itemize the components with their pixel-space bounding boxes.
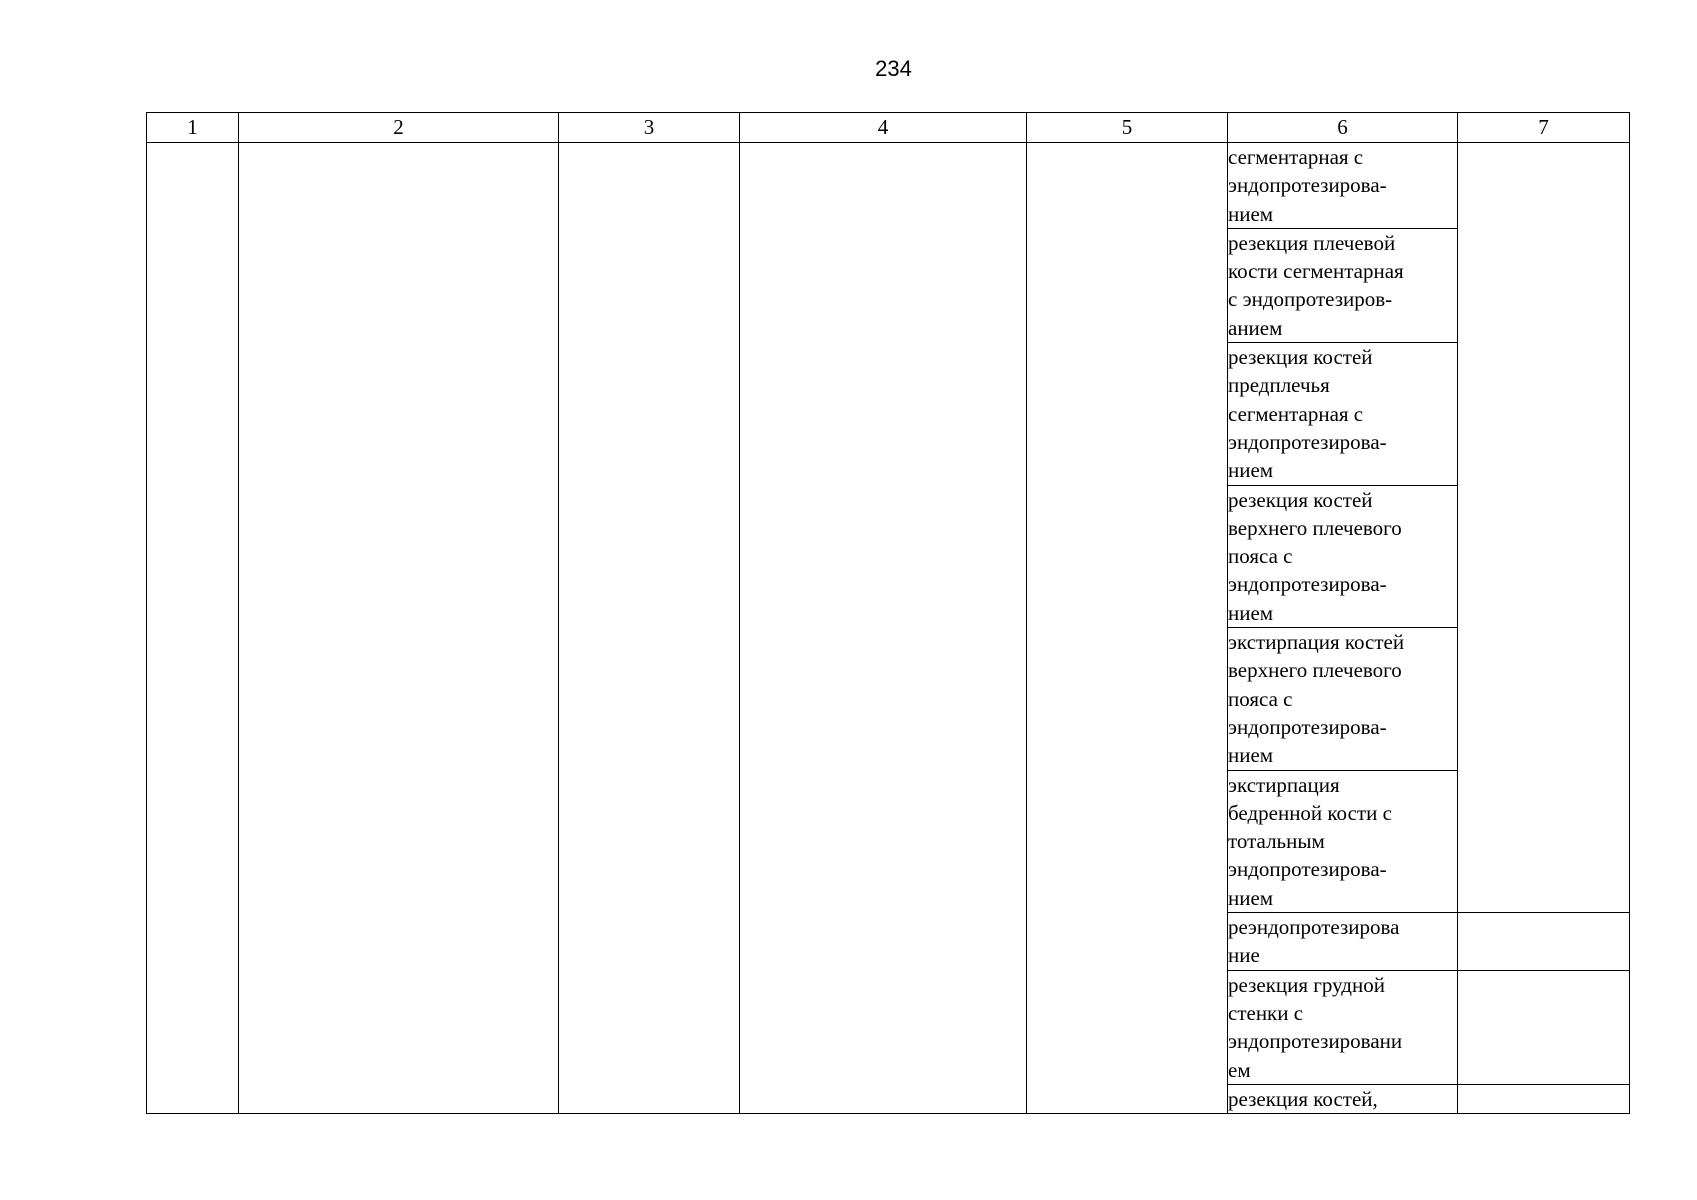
procedure-cell: реэндопротезирова ние [1228, 913, 1458, 971]
cell-col7 [1458, 970, 1630, 1084]
procedure-cell: резекция костей предплечья сегментарная с эндопротезирова- нием [1228, 343, 1458, 485]
column-header-5: 5 [1027, 113, 1228, 143]
cell-col4 [740, 143, 1027, 1114]
cell-col7 [1458, 1084, 1630, 1113]
procedure-cell: резекция грудной стенки с эндопротезировани ем [1228, 970, 1458, 1084]
column-header-1: 1 [147, 113, 239, 143]
table-row [147, 143, 1630, 229]
column-header-3: 3 [559, 113, 740, 143]
cell-col1 [147, 143, 239, 1114]
column-header-4: 4 [740, 113, 1027, 143]
procedure-cell: сегментарная с эндопротезирова- нием [1228, 143, 1458, 229]
page-number: 234 [875, 56, 912, 81]
procedure-cell: экстирпация костей верхнего плечевого пояса с эндопротезирова- нием [1228, 628, 1458, 770]
cell-col3 [559, 143, 740, 1114]
column-header-6: 6 [1228, 113, 1458, 143]
procedure-cell: экстирпация бедренной кости с тотальным эндопротезирова- нием [1228, 770, 1458, 912]
cell-col5 [1027, 143, 1228, 1114]
cell-col7 [1458, 913, 1630, 971]
cell-col2 [239, 143, 559, 1114]
procedure-cell: резекция плечевой кости сегментарная с эндопротезиров- анием [1228, 228, 1458, 342]
procedure-cell: резекция костей, [1228, 1084, 1458, 1113]
procedures-table [146, 112, 1630, 1114]
column-header-2: 2 [239, 113, 559, 143]
header-row [147, 113, 1630, 143]
column-header-7: 7 [1458, 113, 1630, 143]
cell-col7 [1458, 143, 1630, 913]
procedure-cell: резекция костей верхнего плечевого пояса с эндопротезирова- нием [1228, 485, 1458, 627]
